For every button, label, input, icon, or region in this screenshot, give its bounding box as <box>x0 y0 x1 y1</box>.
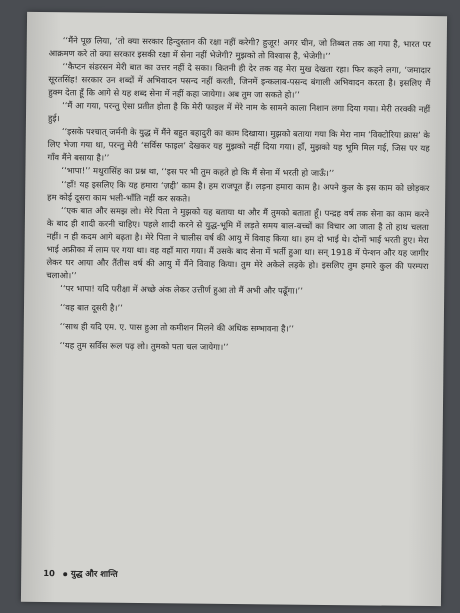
paragraph-8: ‘‘पर भापा! यदि परीक्षा में अच्छे अंक लेकर उत्तीर्ण हुआ तो मैं अभी और पढूँगा।’’ <box>60 283 303 296</box>
paragraph-7: ‘‘एक बात और समझ लो। मेरे पिता ने मुझको यह बताया था और मैं तुमको बताता हूँ। पन्द्रह वर्ष तक सेना का काम करने के बाद ही शादी करनी चाहिए। पहले शादी करने से युद्ध-भूमि में लड़ते समय बाल-बच्चों का विचार आ जाता है तो हाथ चलता नहीं। न ही कदम आगे बढ़ता है। मेरे पिता ने चालीस वर्ष की आयु में विवाह किया था। हम दो भाई थे। दोनों भाई भरती हुए। मेरा भाई अफ्रीका में लाम पर गया था। वह वहाँ मारा गया। मैं उसके बाद सेना में भर्ती हुआ था। सन् 1918 में पेन्शन और यह जागीर लेकर घर आया और तैंतीस वर्ष की आयु में मैंने विवाह किया। तुम मेरे अकेले लड़के हो। इसलिए तुम हमारे कुल की परम्परा चलाओ।’’ <box>46 204 430 281</box>
bullet-icon <box>63 572 67 576</box>
paragraph-6: ‘‘हाँ! यह इसलिए कि यह हमारा ‘ज़द्दी’ काम है। हम राजपूत हैं। लड़ना हमारा काम है। अपने कुल के इस काम को छोड़कर हम कोई दूसरा काम भली-भाँति नहीं कर सकते। <box>47 178 430 204</box>
paragraph-1: ‘‘मैंने पूछ लिया, ‘तो क्या सरकार हिन्दुस्तान की रक्षा नहीं करेगी? हुजूर! अगर चीन, जो तिब्बत तक आ गया है, भारत पर आक्रमण करे तो क्या सरकार इसकी रक्षा में सेना नहीं भेजेगी? मुझको तो विश्वास है, भेजेगी।’’ <box>48 35 431 62</box>
page-body <box>46 34 431 356</box>
paragraph-4: ‘‘इसके पश्चात् जर्मनी के युद्ध में मैंने बहुत बहादुरी का काम दिखाया। मुझको बताया गया कि मेरा नाम ‘विक्टोरिया क्रास’ के लिए भेजा गया था, परन्तु मेरी ‘सर्विस फाइल’ देखकर यह मुझको नहीं दिया गया। हाँ, मुझको यह भूमि मिल गई, जिस पर यह गाँव मैंने बसाया है।’’ <box>47 126 430 164</box>
book-title: युद्ध और शान्ति <box>70 568 118 579</box>
paragraph-10: ‘‘साथ ही यदि एम. ए. पास हुआ तो कमीशन मिलने की अधिक सम्भावना है।’’ <box>59 321 295 334</box>
paragraph-11: ‘‘यह तुम सर्विस रूल पढ़ लो। तुमको पता चल जायेगा।’’ <box>59 340 229 352</box>
paragraph-5: ‘‘भापा!’’ मथुरासिंह का प्रश्न था, ‘‘इस पर भी तुम कहते हो कि मैं सेना में भरती हो जाऊँ।’’ <box>61 165 335 179</box>
page-footer <box>43 568 122 580</box>
paragraph-2: ‘‘कैप्टन संडरसन मेरी बात का उत्तर नहीं दे सका। कितनी ही देर तक वह मेरा मुख देखता रहा। फिर कहने लगा, ‘जमादार सूरतसिंह! सरकार उन शब्दों में अभिवादन पसन्द नहीं करती, जिनमें इन्कलाब-पसन्द बंगाली अभिवादन करता है। इसलिए मैं हुक्म देता हूँ कि आगे से यह शब्द सेना में नहीं कहा जायेगा। अब तुम जा सकते हो।’’ <box>48 61 431 100</box>
paragraph-3: ‘‘मैं आ गया, परन्तु ऐसा प्रतीत होता है कि मेरी फाइल में मेरे नाम के सामने काला निशान लगा दिया गया। मेरी तरक्की नहीं हुई। <box>47 100 431 124</box>
page-number: 10 <box>43 568 55 579</box>
paragraph-9: ‘‘वह बात दूसरी है।’’ <box>59 302 123 313</box>
book-page <box>21 12 447 606</box>
